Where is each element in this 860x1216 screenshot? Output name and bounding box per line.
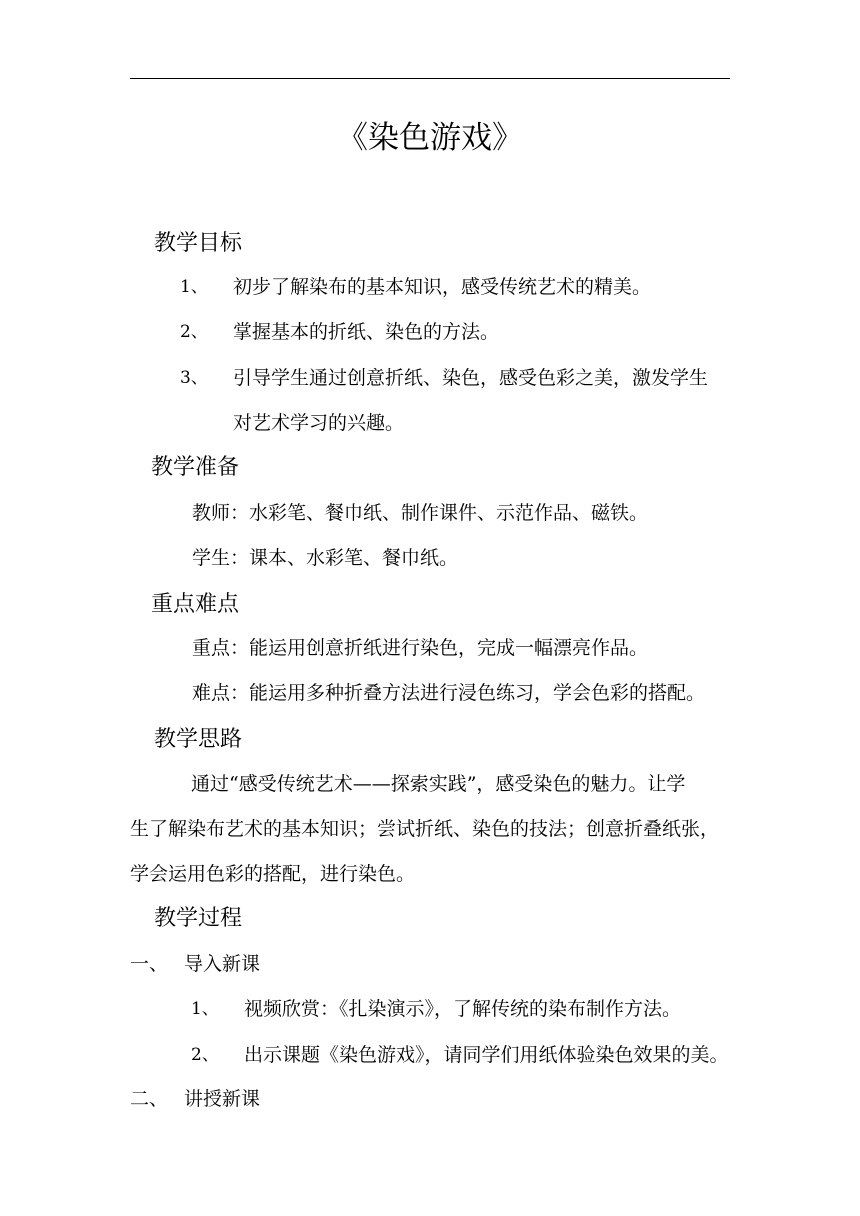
preparation-student: 学生：课本、水彩笔、餐巾纸。 xyxy=(192,547,459,569)
section-1-number: 一、 xyxy=(130,953,169,975)
approach-line-3: 学会运用色彩的搭配，进行染色。 xyxy=(130,863,416,885)
preparation-heading: 教学准备 xyxy=(151,455,240,480)
objective-3-continuation: 对艺术学习的兴趣。 xyxy=(233,412,405,434)
section-2-title: 讲授新课 xyxy=(184,1088,261,1110)
objectives-heading: 教学目标 xyxy=(154,231,243,256)
objective-1-number: 1、 xyxy=(180,277,208,297)
section-1-item-1-number: 1、 xyxy=(191,999,219,1019)
section-1-item-2-number: 2、 xyxy=(191,1045,219,1065)
approach-line-2: 生了解染布艺术的基本知识；尝试折纸、染色的技法；创意折叠纸张， xyxy=(130,818,720,840)
objective-3-text: 引导学生通过创意折纸、染色，感受色彩之美，激发学生 xyxy=(233,367,709,389)
section-1-item-1-text: 视频欣赏：《扎染演示》，了解传统的染布制作方法。 xyxy=(244,998,682,1020)
objective-1-text: 初步了解染布的基本知识，感受传统艺术的精美。 xyxy=(233,276,652,298)
preparation-teacher: 教师：水彩笔、餐巾纸、制作课件、示范作品、磁铁。 xyxy=(192,502,649,524)
difficult-point: 难点：能运用多种折叠方法进行浸色练习，学会色彩的搭配。 xyxy=(192,682,706,704)
key-point: 重点：能运用创意折纸进行染色，完成一幅漂亮作品。 xyxy=(192,637,649,659)
header-rule xyxy=(130,78,730,79)
approach-line-1: 通过“感受传统艺术——探索实践”，感受染色的魅力。让学 xyxy=(191,773,686,795)
objective-2-text: 掌握基本的折纸、染色的方法。 xyxy=(233,321,500,343)
approach-heading: 教学思路 xyxy=(154,727,243,752)
section-1-item-2-text: 出示课题《染色游戏》，请同学们用纸体验染色效果的美。 xyxy=(244,1044,729,1066)
section-2-number: 二、 xyxy=(130,1088,169,1110)
process-heading: 教学过程 xyxy=(154,906,243,931)
document-title: 《染色游戏》 xyxy=(337,120,523,156)
key-points-heading: 重点难点 xyxy=(151,592,240,617)
section-1-title: 导入新课 xyxy=(184,953,261,975)
objective-3-number: 3、 xyxy=(180,368,208,388)
objective-2-number: 2、 xyxy=(180,322,208,342)
